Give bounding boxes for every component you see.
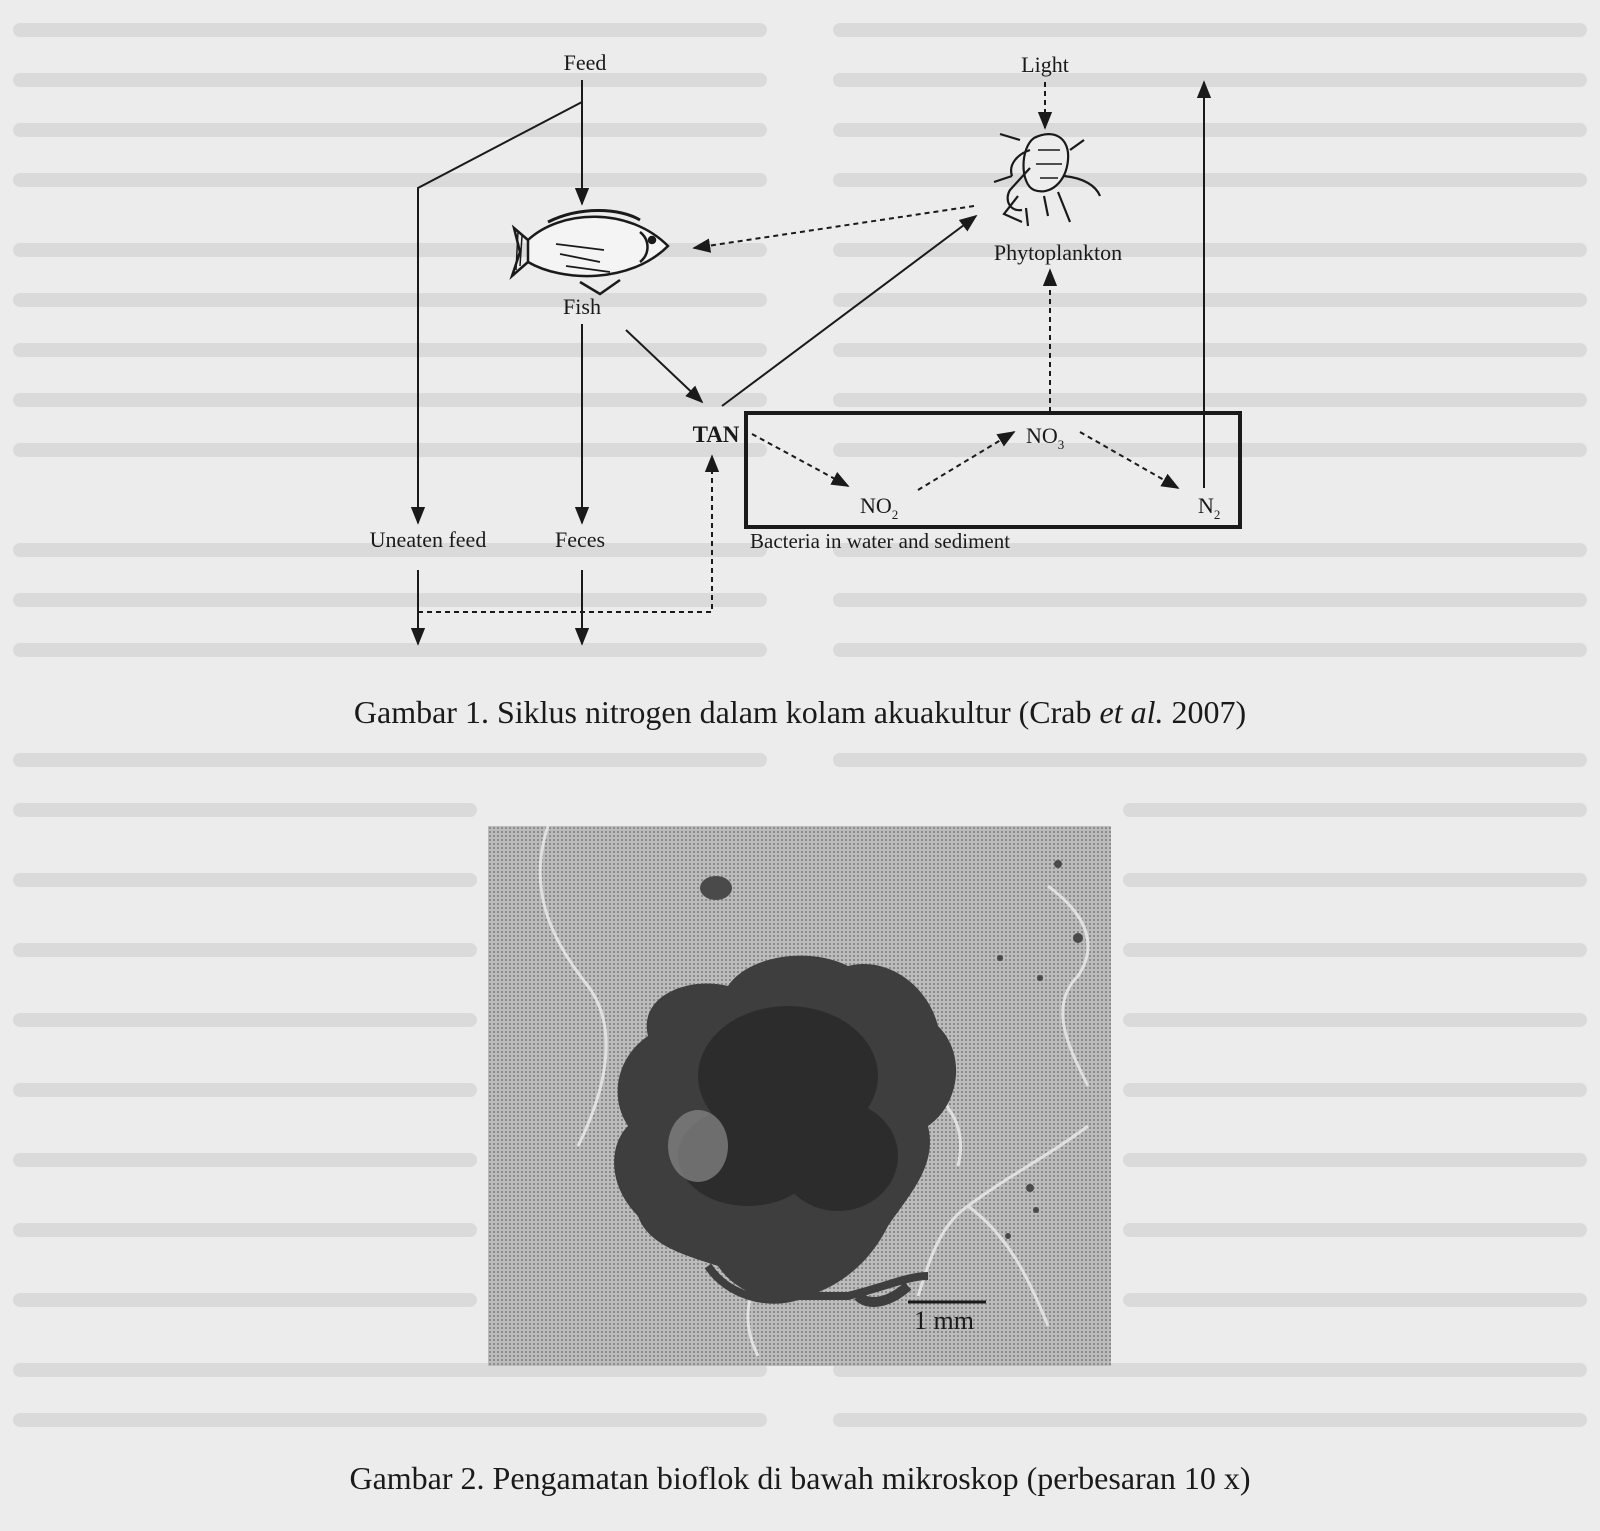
no3-label: $NO_3$ — [1026, 423, 1065, 452]
figure-1-caption: Gambar 1. Siklus nitrogen dalam kolam akuakultur (Crab et al. 2007) — [353, 694, 1247, 730]
light-label: Light — [1021, 52, 1069, 77]
uneaten-feed-label: Uneaten feed — [369, 527, 487, 552]
nitrogen-cycle-diagram — [0, 0, 1600, 700]
no2-label: $NO_2$ — [860, 493, 899, 522]
arrow-no3-to-n2 — [1080, 432, 1178, 488]
fish-label: Fish — [563, 294, 601, 319]
figure-2-caption: Gambar 2. Pengamatan bioflok di bawah mikroskop (perbesaran 10 x) — [349, 1460, 1251, 1496]
bacteria-box — [746, 413, 1240, 527]
biofloc-micrograph — [488, 826, 1111, 1366]
bacteria-box-label: Bacteria in water and sediment — [750, 529, 1011, 553]
scale-bar-label: 1 mm — [914, 1306, 974, 1335]
arrow-feed-to-uneaten-feed — [418, 102, 582, 523]
tan-label: TAN — [692, 422, 740, 447]
phytoplankton-icon — [994, 134, 1100, 226]
feed-label: Feed — [563, 50, 607, 75]
phytoplankton-label: Phytoplankton — [993, 240, 1123, 265]
arrow-tan-to-phytoplankton — [722, 216, 976, 406]
arrow-no2-to-no3 — [918, 432, 1014, 490]
arrow-tan-to-no2 — [752, 434, 848, 486]
feces-label: Feces — [554, 527, 606, 552]
fish-icon — [512, 211, 668, 295]
arrow-fish-to-tan — [626, 330, 702, 402]
arrow-phytoplankton-to-fish — [694, 206, 974, 248]
n2-label: $N_2$ — [1198, 493, 1221, 522]
